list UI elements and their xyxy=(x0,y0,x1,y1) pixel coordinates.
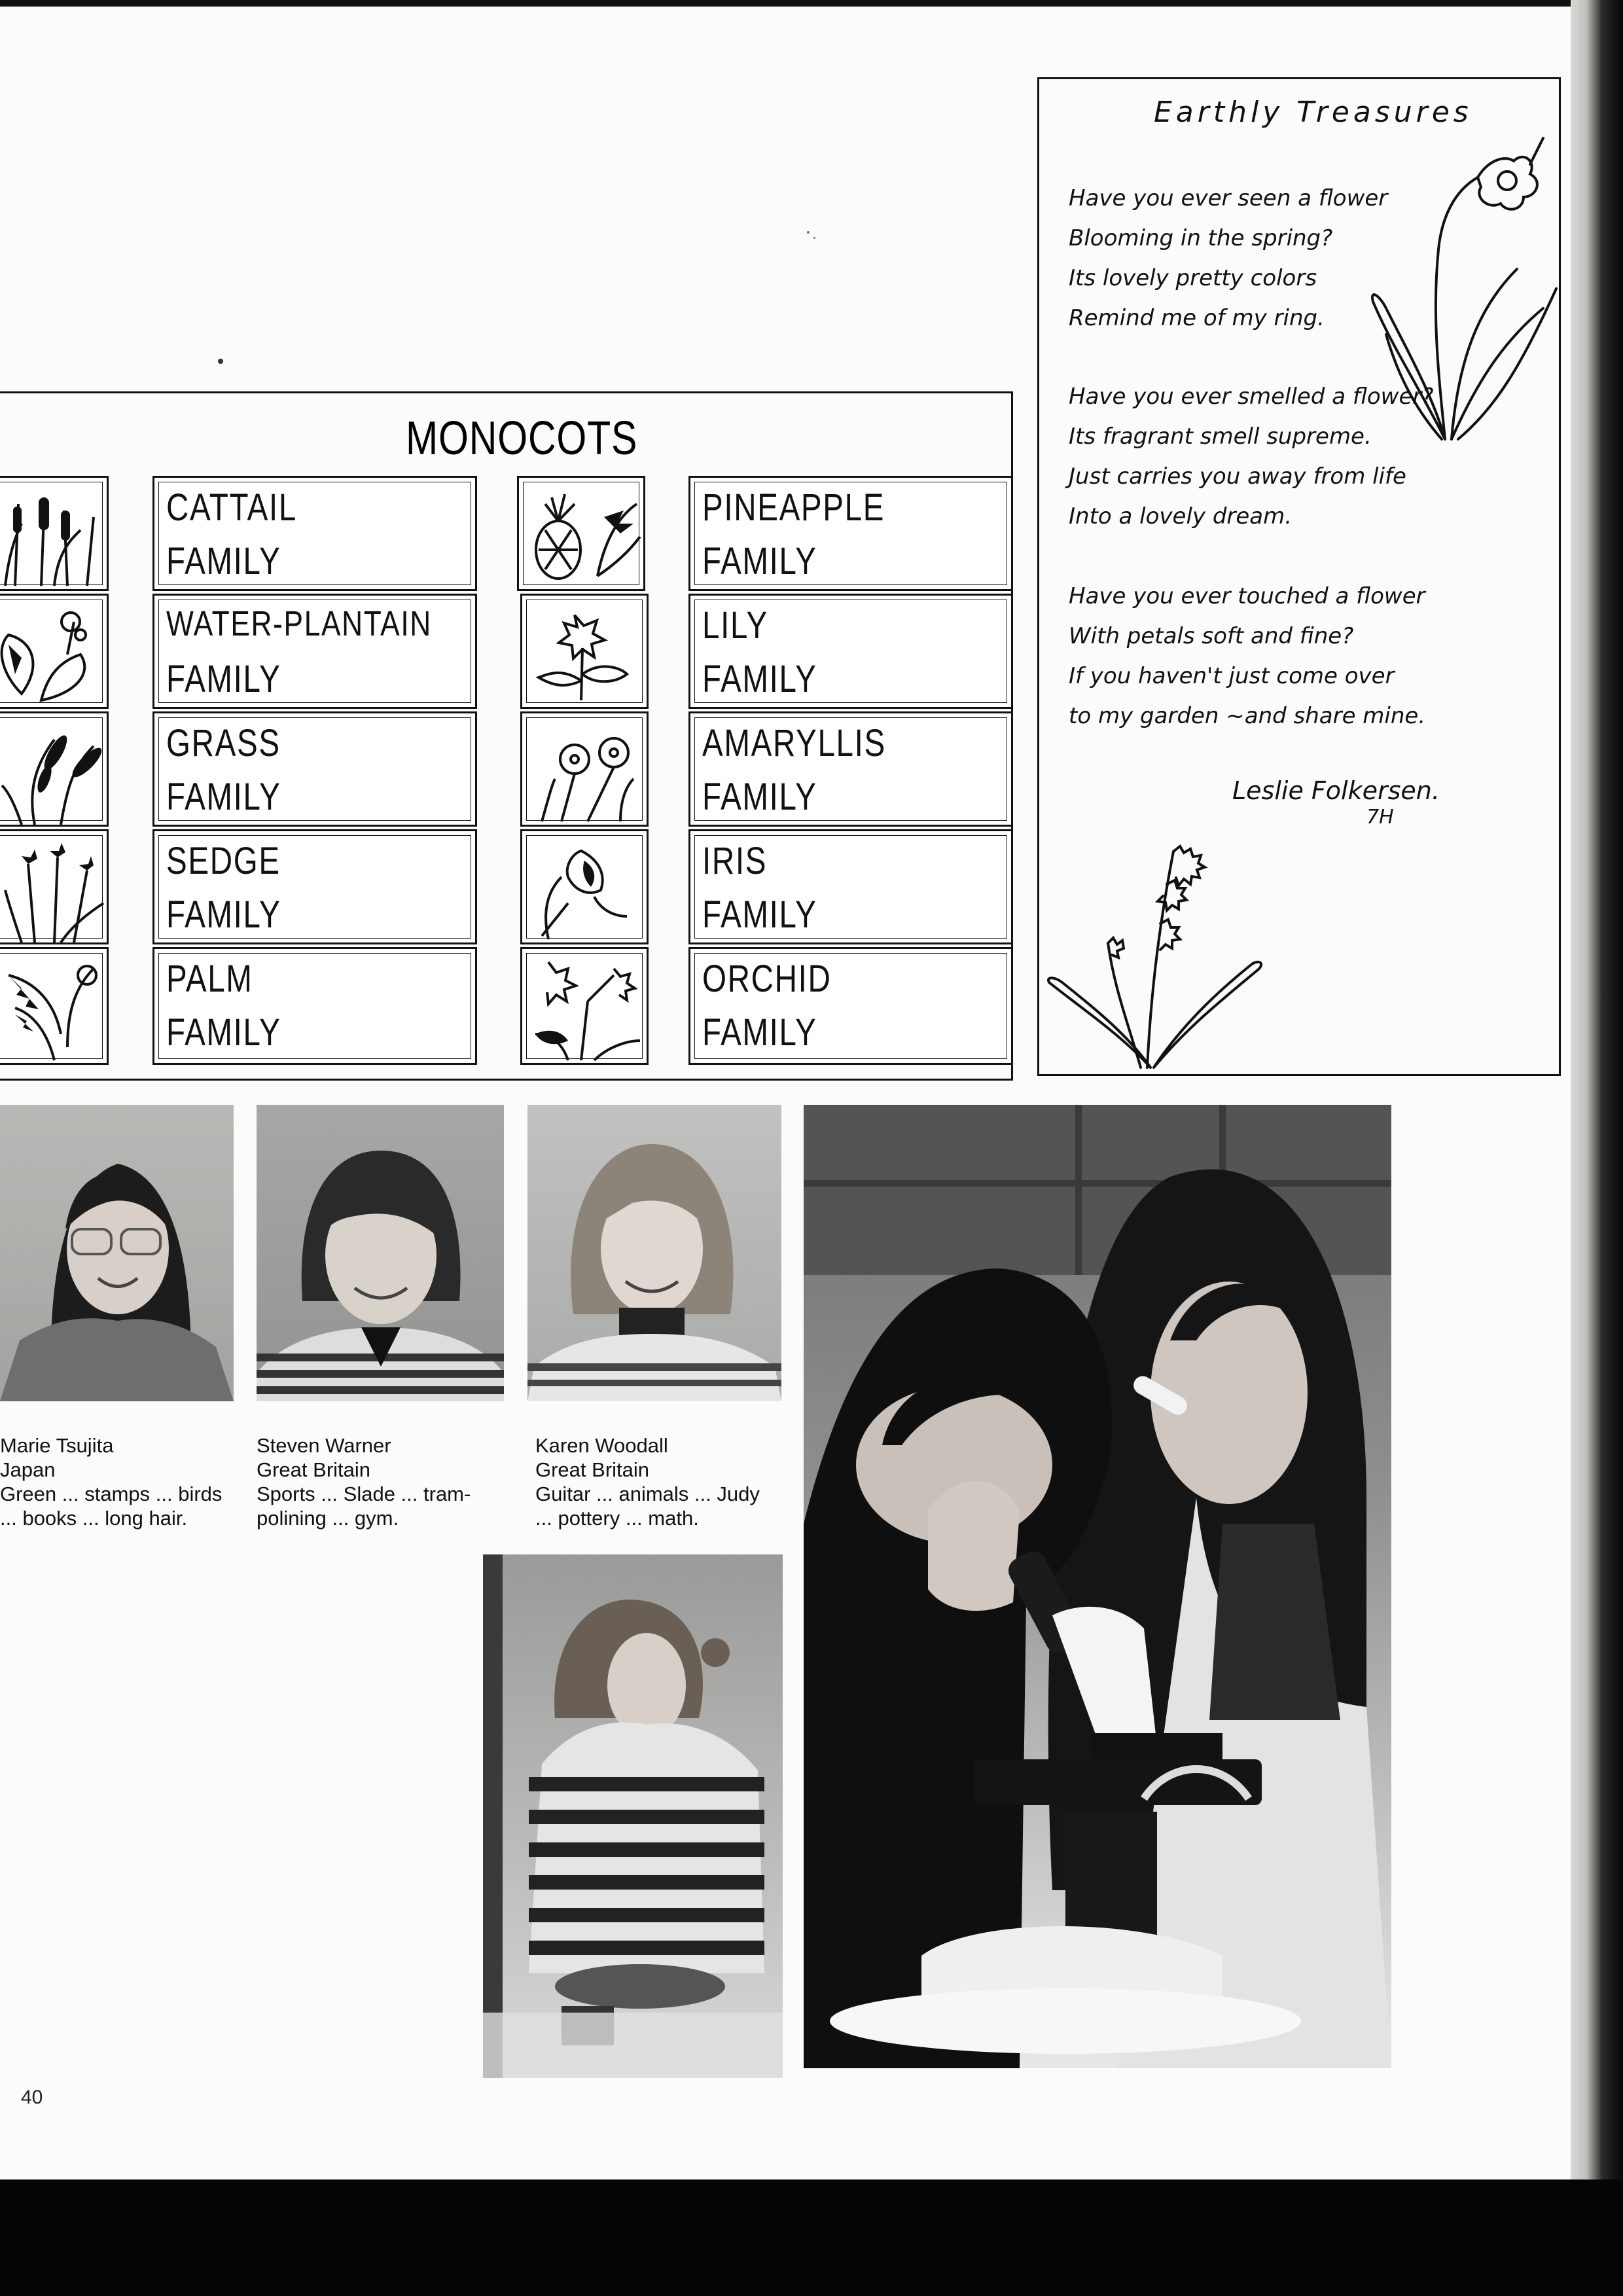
portrait-photo xyxy=(257,1105,504,1401)
student-caption xyxy=(0,1433,222,1530)
book-gutter xyxy=(1571,0,1623,2296)
daffodil-icon xyxy=(1347,99,1563,452)
poem-stanza-1 xyxy=(1069,179,1387,338)
lily-icon xyxy=(520,594,649,709)
family-name: GRASS xyxy=(166,722,281,764)
poem-line: Remind me of my ring. xyxy=(1069,305,1325,331)
student-caption xyxy=(257,1433,471,1530)
scan-edge-top xyxy=(0,0,1623,7)
family-box-amaryllis xyxy=(688,711,1013,827)
family-box-sedge xyxy=(152,829,477,944)
poem-line: If you haven't just come over xyxy=(1069,663,1395,689)
cattail-icon xyxy=(0,476,109,591)
family-label: FAMILY xyxy=(166,658,281,700)
student-interests: ... pottery ... math. xyxy=(535,1507,699,1530)
ink-speck xyxy=(807,231,810,234)
poem-line: Into a lovely dream. xyxy=(1069,503,1293,529)
poem-stanza-3 xyxy=(1069,577,1425,736)
family-label: FAMILY xyxy=(166,1011,281,1054)
ink-dot xyxy=(218,359,223,364)
hyacinth-icon xyxy=(1043,773,1272,1074)
family-label: FAMILY xyxy=(166,776,281,818)
poem-line: Have you ever touched a flower xyxy=(1069,583,1425,609)
family-name: PALM xyxy=(166,958,253,1000)
family-name: WATER-PLANTAIN xyxy=(166,604,432,643)
poem-box xyxy=(1037,77,1561,1076)
poem-line: to my garden ~and share mine. xyxy=(1069,703,1426,729)
family-label: FAMILY xyxy=(702,893,817,936)
amaryllis-icon xyxy=(520,711,649,827)
family-label: FAMILY xyxy=(702,540,817,583)
family-label: FAMILY xyxy=(166,540,281,583)
family-box-water-plantain xyxy=(152,594,477,709)
portrait-photo xyxy=(0,1105,234,1401)
palm-icon xyxy=(0,947,109,1065)
family-box-orchid xyxy=(688,947,1013,1065)
student-interests: polining ... gym. xyxy=(257,1507,399,1530)
student-country: Great Britain xyxy=(535,1458,650,1481)
family-label: FAMILY xyxy=(702,1011,817,1054)
family-box-pineapple xyxy=(688,476,1013,591)
family-box-lily xyxy=(688,594,1013,709)
family-name: ORCHID xyxy=(702,958,832,1000)
family-label: FAMILY xyxy=(702,776,817,818)
pineapple-icon xyxy=(517,476,645,591)
scan-edge-bottom xyxy=(0,2179,1623,2296)
orchid-icon xyxy=(520,947,649,1065)
page-number: 40 xyxy=(21,2087,43,2108)
microscope-photo xyxy=(804,1105,1391,2068)
portrait-photo xyxy=(527,1105,781,1401)
family-label: FAMILY xyxy=(166,893,281,936)
family-label: FAMILY xyxy=(702,658,817,700)
student-caption xyxy=(535,1433,760,1530)
grass-icon xyxy=(0,711,109,827)
student-name: Marie Tsujita xyxy=(0,1434,114,1457)
candid-photo xyxy=(483,1554,783,2078)
student-interests: Sports ... Slade ... tram- xyxy=(257,1482,471,1505)
family-box-grass xyxy=(152,711,477,827)
student-name: Karen Woodall xyxy=(535,1434,668,1457)
family-box-palm xyxy=(152,947,477,1065)
family-box-cattail xyxy=(152,476,477,591)
poem-author-class: 7H xyxy=(1366,806,1394,829)
student-interests: ... books ... long hair. xyxy=(0,1507,188,1530)
family-name: CATTAIL xyxy=(166,486,297,529)
student-country: Great Britain xyxy=(257,1458,371,1481)
family-name: SEDGE xyxy=(166,840,281,882)
iris-icon xyxy=(520,829,649,944)
family-name: PINEAPPLE xyxy=(702,486,885,529)
poem-title: Earthly Treasures xyxy=(1154,96,1472,129)
poem-author: Leslie Folkersen. xyxy=(1232,776,1440,805)
poem-line: Its lovely pretty colors xyxy=(1069,265,1317,291)
ink-speck xyxy=(813,237,815,239)
monocots-title: MONOCOTS xyxy=(406,412,638,465)
student-name: Steven Warner xyxy=(257,1434,391,1457)
student-interests: Guitar ... animals ... Judy xyxy=(535,1482,760,1505)
student-country: Japan xyxy=(0,1458,56,1481)
family-name: LILY xyxy=(702,604,768,647)
student-interests: Green ... stamps ... birds xyxy=(0,1482,223,1505)
poem-line: Its fragrant smell supreme. xyxy=(1069,423,1372,450)
poem-line: Have you ever smelled a flower? xyxy=(1069,384,1434,410)
poem-line: Just carries you away from life xyxy=(1069,463,1406,490)
poem-line: Blooming in the spring? xyxy=(1069,225,1333,251)
family-box-iris xyxy=(688,829,1013,944)
family-name: IRIS xyxy=(702,840,768,882)
family-name: AMARYLLIS xyxy=(702,722,886,764)
sedge-icon xyxy=(0,829,109,944)
poem-line: With petals soft and fine? xyxy=(1069,623,1354,649)
poem-line: Have you ever seen a flower xyxy=(1069,185,1388,211)
water-plantain-icon xyxy=(0,594,109,709)
